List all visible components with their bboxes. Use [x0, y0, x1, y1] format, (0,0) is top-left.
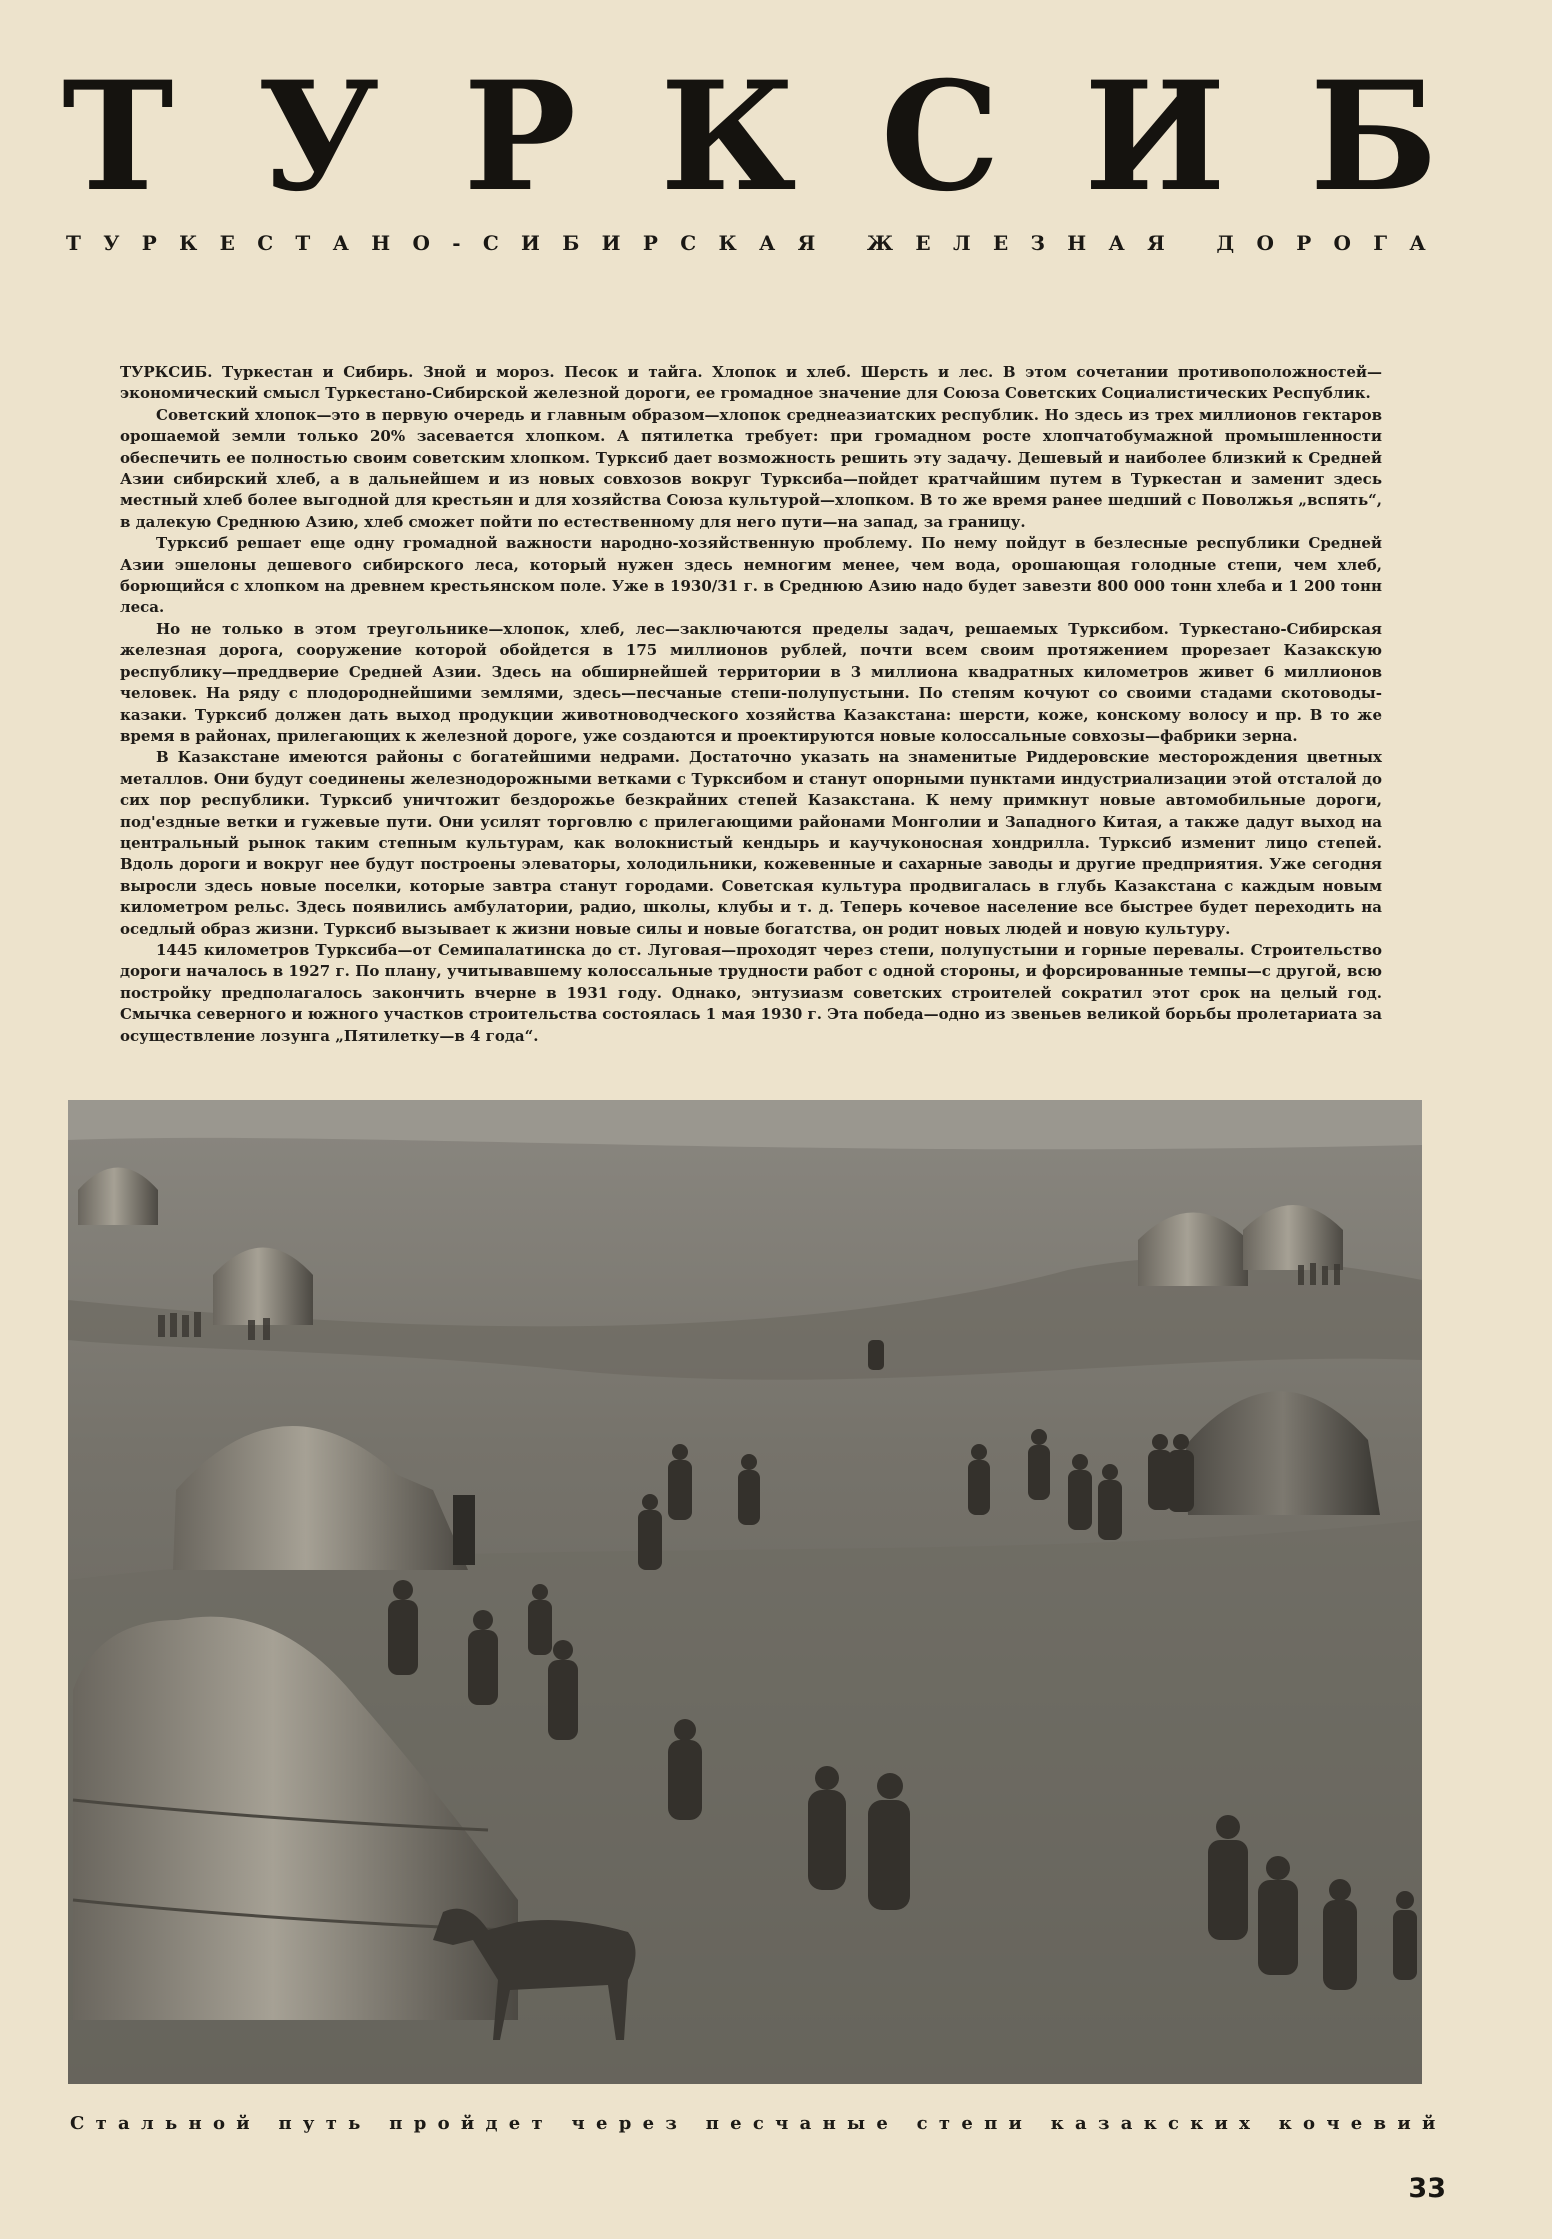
subtitle-letter: Р [141, 231, 157, 255]
caption-letter: о [1303, 2113, 1316, 2134]
subtitle-letter: Д [1216, 231, 1235, 255]
caption-letter: ч [1326, 2113, 1340, 2134]
subtitle-letter: Е [219, 231, 235, 255]
caption-letter: к [1143, 2113, 1157, 2134]
caption-letter: т [531, 2113, 543, 2134]
caption-letter [372, 2111, 378, 2137]
subtitle-letter: А [332, 231, 349, 255]
subtitle-letter: Н [1067, 231, 1087, 255]
title-letter: Б [1309, 49, 1438, 225]
subtitle-letter: А [759, 231, 776, 255]
caption-letter: ь [348, 2113, 361, 2134]
subtitle-letter [1187, 230, 1194, 256]
caption-letter: и [1397, 2113, 1411, 2134]
subtitle-letter: Г [1373, 231, 1388, 255]
caption-letter [1261, 2111, 1267, 2137]
subtitle-letter: О [1333, 231, 1351, 255]
caption-letter: с [1168, 2113, 1179, 2134]
subtitle-letter: Б [562, 231, 580, 255]
caption-letter: е [730, 2113, 742, 2134]
caption-letter: з [665, 2113, 677, 2134]
person [868, 1340, 884, 1370]
caption-letter: н [822, 2113, 836, 2134]
subtitle-letter: О [412, 231, 430, 255]
subtitle-letter: И [601, 231, 621, 255]
photo-caption [70, 2111, 1436, 2137]
page-number: 33 [1408, 2173, 1446, 2204]
caption-letter: т [95, 2113, 107, 2134]
caption-letter: т [938, 2113, 951, 2134]
article-paragraph: Советский хлопок—это в первую очередь и главным образом—хлопок среднеазиатских республик. Но здесь из трех миллионов гектаров орошаемой земли только 20% засевается хлопком. А пятилетка требует: при громадном росте хлопчатобумажной промышленности обеспечить ее полностью своим советским хлопком. Турксиб дает возможность решить эту задачу. Дешевый и наиболее близкий к Средней Азии сибирский хлеб, а в дальнейшем и из новых совхозов вокруг Турксиба—пойдет кратчайшим путем в Туркестан и заменит здесь местный хлеб более выгодной для крестьян и для хозяйства Союза культурой—хлопком. В то же время ранее шедший с Поволжья „вспять“, в далекую Среднюю Азию, хлеб сможет пойти по естественному для него пути—на запад, за границу. [120, 405, 1382, 531]
subtitle-letter: Е [915, 231, 931, 255]
article-paragraph: Турксиб решает еще одну громадной важности народно-хозяйственную проблему. По нему пойдут в безлесные республики Средней Азии эшелоны дешевого сибирского леса, который нужен здесь немногим менее, чем вода, орошающая голодные степи, чем хлеб, борющийся с хлопком на древнем крестьянском поле. Уже в 1930/31 г. в Среднюю Азию надо будет завезти 800 000 тонн хлеба и 1 200 тонн леса. [120, 534, 1382, 617]
subtitle-letter: Ж [866, 231, 894, 255]
title-letter: И [1084, 49, 1226, 225]
subtitle-letter: У [103, 231, 120, 255]
caption-letter: й [236, 2113, 250, 2134]
caption-letter: и [1214, 2113, 1228, 2134]
caption-letter: к [1278, 2113, 1292, 2134]
caption-letter [554, 2111, 560, 2137]
caption-letter: й [1421, 2113, 1436, 2134]
subtitle-letter: С [680, 231, 697, 255]
subtitle-letter: А [1409, 231, 1426, 255]
steppe-yurts-photo [68, 1100, 1422, 2084]
caption-letter: у [302, 2113, 315, 2134]
caption-letter: п [984, 2113, 998, 2134]
caption-letter: в [1373, 2113, 1387, 2134]
caption-letter: ч [571, 2113, 585, 2134]
caption-letter: к [1050, 2113, 1064, 2134]
title-letter: Т [62, 49, 174, 225]
caption-letter [688, 2111, 694, 2137]
caption-letter: е [1350, 2113, 1363, 2134]
caption-letter: п [389, 2113, 403, 2134]
caption-letter: С [70, 2113, 85, 2134]
caption-letter: а [118, 2113, 130, 2134]
caption-letter [1033, 2111, 1039, 2137]
page-subtitle [66, 230, 1426, 256]
title-letter: Р [463, 49, 577, 225]
caption-letter: к [1190, 2113, 1204, 2134]
subtitle-letter: Т [295, 231, 311, 255]
subtitle-letter [838, 230, 845, 256]
caption-letter: т [325, 2113, 337, 2134]
caption-letter: с [916, 2113, 928, 2134]
subtitle-letter: Л [952, 231, 971, 255]
subtitle-letter: Р [1296, 231, 1312, 255]
caption-letter: ь [164, 2113, 178, 2134]
caption-letter: н [188, 2113, 202, 2134]
subtitle-letter: С [482, 231, 499, 255]
caption-letter [261, 2111, 267, 2137]
caption-letter: р [413, 2113, 427, 2134]
article-paragraph: ТУРКСИБ. Туркестан и Сибирь. Зной и мороз. Песок и тайга. Хлопок и хлеб. Шерсть и лес. В этом сочетании противоположностей—экономический смысл Туркестано-Сибирской железной дороги, ее громадное значение для Союза Советских Социалистических Республик. [120, 363, 1382, 403]
caption-letter: з [1097, 2113, 1110, 2134]
subtitle-letter: К [718, 231, 737, 255]
page-title [62, 49, 1438, 225]
caption-letter: е [508, 2113, 521, 2134]
caption-letter: с [752, 2113, 764, 2134]
subtitle-letter: С [257, 231, 274, 255]
article-paragraph: В Казакстане имеются районы с богатейшими недрами. Достаточно указать на знаменитые Риддеровские месторождения цветных металлов. Они будут соединены железнодорожными ветками с Турксибом и станут опорными пунктами индустриализации этой отсталой до сих пор республики. Турксиб уничтожит бездорожье безкрайних степей Казакстана. К нему примкнут новые автомобильные дороги, под'ездные ветки и гужевые пути. Они усилят торговлю с прилегающими районами Монголии и Западного Китая, а также дадут выход на центральный рынок таким степным культурам, как волокнистый кендырь и каучуконосная хондрилла. Турксиб изменит лицо степей. Вдоль дороги и вокруг нее будут построены элеваторы, холодильники, кожевенные и сахарные заводы и другие предприятия. Уже сегодня выросли здесь новые поселки, которые завтра станут городами. Советская культура продвигалась в глубь Казакстана с каждым новым километром рельс. Здесь появились амбулатории, радио, школы, клубы и т. д. Теперь кочевое население все быстрее будет переходить на оседлый образ жизни. Турксиб вызывает к жизни новые силы и новые богатства, он родит новых людей и новую культуру. [120, 748, 1382, 938]
caption-letter: д [485, 2113, 498, 2134]
title-letter: К [660, 49, 797, 225]
title-letter: С [880, 49, 1000, 225]
subtitle-letter: К [179, 231, 198, 255]
caption-letter: е [876, 2113, 888, 2134]
title-letter: У [257, 49, 380, 225]
caption-letter: х [1239, 2113, 1250, 2134]
caption-letter: а [1120, 2113, 1133, 2134]
subtitle-letter: Я [797, 231, 816, 255]
caption-letter: ч [775, 2113, 789, 2134]
caption-letter: п [278, 2113, 292, 2134]
subtitle-letter: А [1108, 231, 1125, 255]
subtitle-letter: - [452, 231, 461, 255]
caption-letter [899, 2111, 905, 2137]
subtitle-letter: Е [992, 231, 1009, 255]
subtitle-letter: Р [642, 231, 658, 255]
article-body [120, 362, 1382, 1047]
subtitle-letter: О [1256, 231, 1274, 255]
caption-letter: р [618, 2113, 632, 2134]
article-paragraph: Но не только в этом треугольнике—хлопок, хлеб, лес—заключаются пределы задач, решаемых Турксибом. Туркестано-Сибирская железная дорога, сооружение которой обойдется в 175 миллионов рублей, почти всем своим протяжением прорезает Казакскую республику—преддверие Средней Азии. Здесь на обширнейшей территории в 3 миллиона квадратных километров живет 6 миллионов человек. На ряду с плодороднейшими землями, здесь—песчаные степи-полупустыни. По степям кочуют со своими стадами скотоводы-казаки. Турксиб должен дать выход продукции животноводческого хозяйства Казакстана: шерсти, коже, конскому волосу и пр. В то же время в районах, прилегающих к железной дороге, уже создаются и проектируются новые колоссальные совхозы—фабрики зерна. [120, 619, 1382, 745]
caption-letter: п [705, 2113, 719, 2134]
caption-letter: е [961, 2113, 973, 2134]
subtitle-letter: Т [66, 231, 81, 255]
subtitle-letter: И [521, 231, 540, 255]
caption-letter: й [460, 2113, 475, 2134]
caption-letter: а [799, 2113, 812, 2134]
caption-letter: и [1008, 2113, 1022, 2134]
caption-letter: е [596, 2113, 608, 2134]
caption-letter: а [1075, 2113, 1087, 2134]
caption-letter: л [141, 2113, 154, 2134]
caption-letter: е [642, 2113, 655, 2134]
subtitle-letter: З [1030, 231, 1045, 255]
subtitle-letter: Н [371, 231, 391, 255]
article-paragraph: 1445 километров Турксиба—от Семипалатинска до ст. Луговая—проходят через степи, полупустыни и горные перевалы. Строительство дороги началось в 1927 г. По плану, учитывавшему колоссальные трудности работ с одной стороны, и форсированные темпы—с другой, всю постройку предполагалось закончить вчерне в 1931 году. Однако, энтузиазм советских строителей сократил этот срок на целый год. Смычка северного и южного участков строительства состоялась 1 мая 1930 г. Эта победа—одно из звеньев великой борьбы пролетариата за осуществление лозунга „Пятилетку—в 4 года“. [120, 940, 1382, 1045]
caption-letter: о [437, 2113, 450, 2134]
caption-letter: о [212, 2113, 225, 2134]
subtitle-letter: Я [1147, 231, 1165, 255]
caption-letter: ы [847, 2113, 866, 2134]
